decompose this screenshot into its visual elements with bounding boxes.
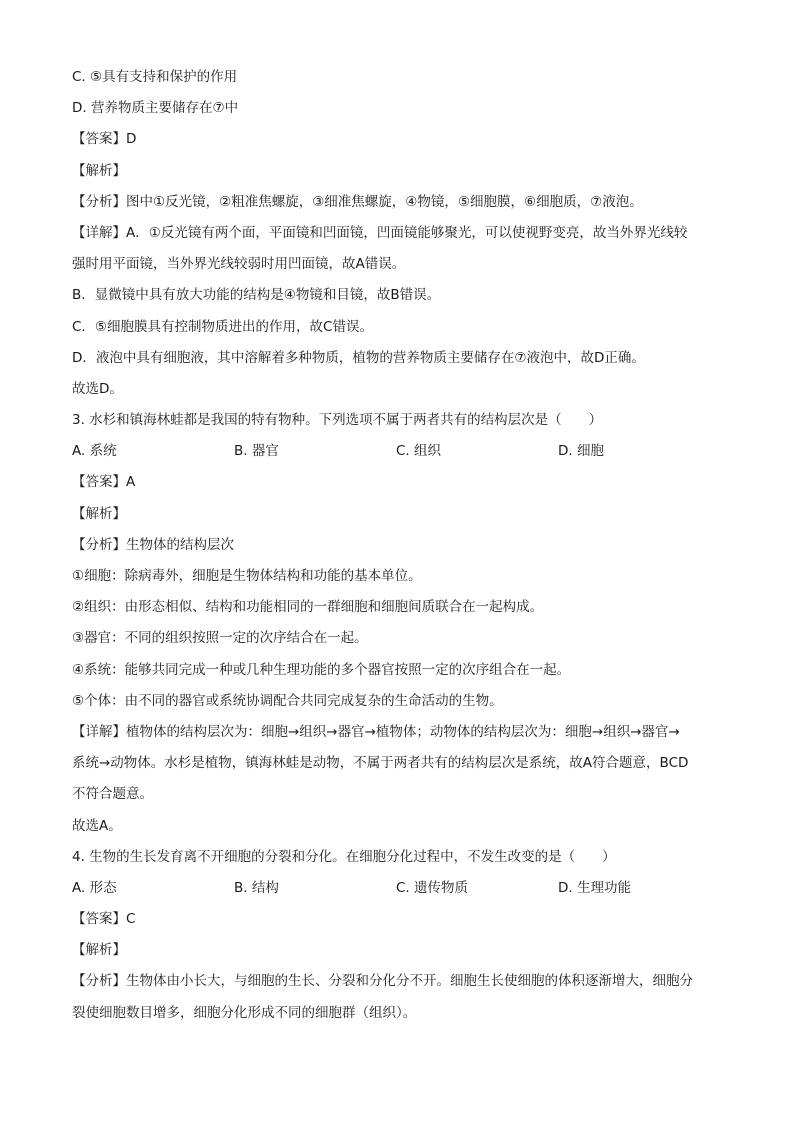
answer-line: 【答案】A <box>72 474 136 491</box>
detail-line: 强时用平面镜，当外界光线较弱时用凹面镜，故A错误。 <box>72 256 406 273</box>
point-line: ②组织：由形态相似、结构和功能相同的一群细胞和细胞间质联合在一起构成。 <box>72 599 544 616</box>
analysis-line: 【分析】图中①反光镜，②粗准焦螺旋，③细准焦螺旋，④物镜，⑤细胞膜，⑥细胞质，⑦液泡。 <box>72 193 643 210</box>
question-3-options <box>72 436 732 467</box>
point-line: ①细胞：除病毒外，细胞是生物体结构和功能的基本单位。 <box>72 568 422 584</box>
detail-line: 【详解】A．①反光镜有两个面，平面镜和凹面镜，凹面镜能够聚光，可以使视野变亮，故当外界光线较 <box>72 224 688 241</box>
question-3-stem: 3. 水杉和镇海林蛙都是我国的特有物种。下列选项不属于两者共有的结构层次是（ ） <box>72 412 603 429</box>
conclusion-line: 故选A。 <box>72 817 122 834</box>
option-c: C. 组织 <box>396 443 442 460</box>
option-d-text: D. 营养物质主要储存在⑦中 <box>72 100 239 117</box>
analysis-heading: 【解析】 <box>72 942 126 959</box>
document-page <box>72 62 732 1029</box>
point-line: ④系统：能够共同完成一种或几种生理功能的多个器官按照一定的次序组合在一起。 <box>72 661 571 678</box>
detail-line: B．显微镜中具有放大功能的结构是④物镜和目镜，故B错误。 <box>72 287 441 304</box>
point-line: ③器官：不同的组织按照一定的次序结合在一起。 <box>72 630 368 647</box>
conclusion-line: 故选D。 <box>72 380 123 397</box>
detail-line: 不符合题意。 <box>72 786 153 803</box>
question-4-stem: 4. 生物的生长发育离不开细胞的分裂和分化。在细胞分化过程中，不发生改变的是（ ） <box>72 848 616 865</box>
detail-line: 【详解】植物体的结构层次为：细胞→组织→器官→植物体；动物体的结构层次为：细胞→组织→器官→ <box>72 723 680 740</box>
analysis-heading: 【解析】 <box>72 505 126 522</box>
option-d: D. 生理功能 <box>558 879 631 896</box>
option-b: B. 器官 <box>234 443 279 460</box>
option-a: A. 系统 <box>72 443 117 460</box>
answer-line: 【答案】C <box>72 911 136 928</box>
point-line: ⑤个体：由不同的器官或系统协调配合共同完成复杂的生命活动的生物。 <box>72 692 503 709</box>
answer-line: 【答案】D <box>72 131 137 148</box>
detail-line: D．液泡中具有细胞液，其中溶解着多种物质，植物的营养物质主要储存在⑦液泡中，故D正确。 <box>72 349 645 366</box>
option-a: A. 形态 <box>72 879 117 896</box>
analysis-heading: 【解析】 <box>72 162 126 179</box>
detail-line: C．⑤细胞膜具有控制物质进出的作用，故C错误。 <box>72 318 373 335</box>
option-c: C. 遗传物质 <box>396 879 469 896</box>
analysis-line: 【分析】生物体由小长大，与细胞的生长、分裂和分化分不开。细胞生长使细胞的体积逐渐增大，细胞分 <box>72 973 693 990</box>
option-d: D. 细胞 <box>558 443 604 460</box>
option-c-text: C. ⑤具有支持和保护的作用 <box>72 69 238 85</box>
analysis-line: 【分析】生物体的结构层次 <box>72 536 234 553</box>
option-b: B. 结构 <box>234 879 279 896</box>
analysis-line: 裂使细胞数目增多，细胞分化形成不同的细胞群（组织）。 <box>72 1004 417 1021</box>
question-4-options <box>72 873 732 904</box>
detail-line: 系统→动物体。水杉是植物，镇海林蛙是动物，不属于两者共有的结构层次是系统，故A符合题意，BCD <box>72 755 689 772</box>
